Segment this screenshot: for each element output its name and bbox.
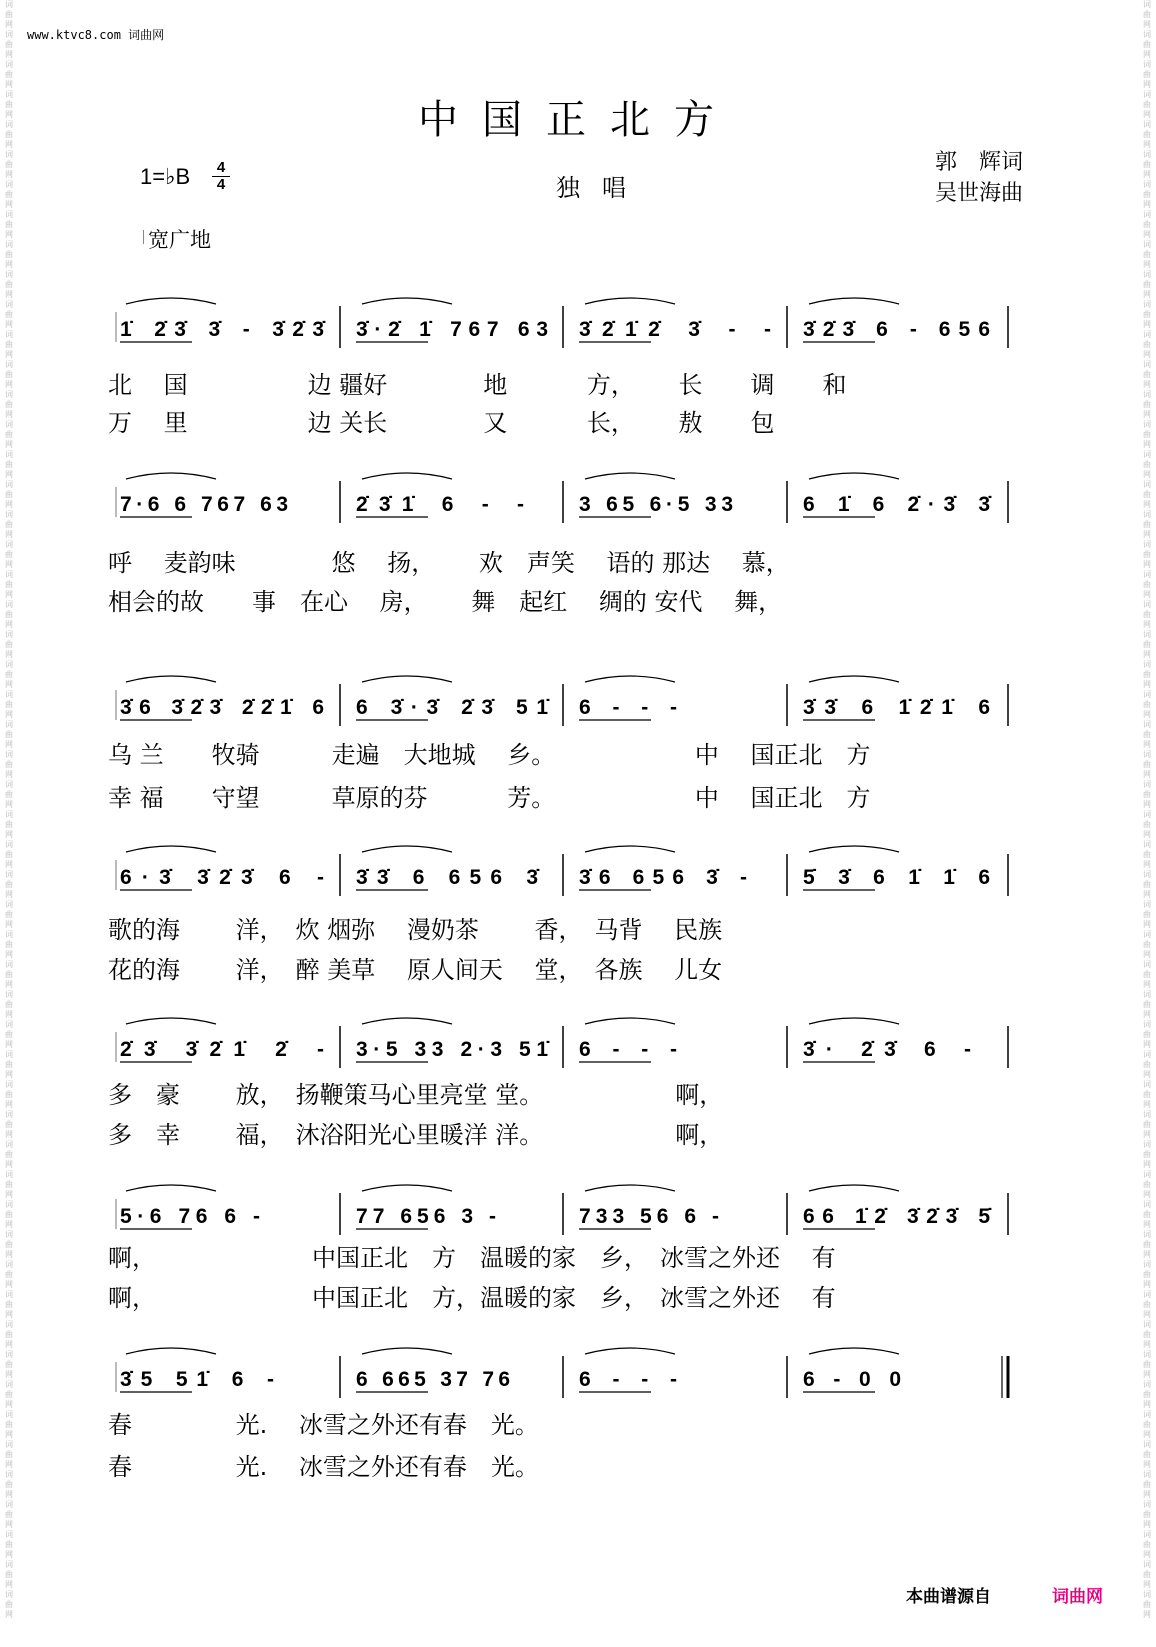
measure-notes: 3̇3̇ 6 656 3̇ (356, 866, 538, 889)
notation-staff (0, 1010, 1156, 1080)
song-title: 中国正北方 (418, 97, 738, 143)
slur-arc (362, 846, 452, 852)
lyric-verse2: 万 里 边 关长 又 长， 敖 包 (108, 409, 775, 437)
lyric-verse2: 多 幸 福， 沐浴阳光心里暖洋 洋。 啊， (108, 1121, 724, 1149)
slur-arc (585, 473, 675, 479)
measure-notes: 6 3̇·3̇ 2̇3̇ 51̇ (356, 696, 548, 719)
lyric-verse1: 呼 麦韵味 悠 扬， 欢 声笑 语的 那达 慕， (108, 549, 790, 577)
lyric-verse1: 多 豪 放， 扬鞭策马心里亮堂 堂。 啊， (108, 1081, 724, 1109)
lyric-verse2: 幸 福 守望 草原的芬 芳。 中 国正北 方 (108, 784, 871, 812)
slur-arc (809, 1018, 899, 1024)
measure-notes: 7·6 6 767 63 (120, 493, 288, 516)
measure-notes: 3̇· 2̇3̇ 6 - (803, 1038, 971, 1061)
tempo-marking: 宽广地 (148, 228, 211, 252)
measure-notes: 3̇6 3̇2̇3̇ 2̇2̇1̇ 6 (120, 696, 324, 719)
lyric-verse2: 花的海 洋， 醉 美草 原人间天 堂， 各族 儿女 (108, 956, 723, 984)
slur-arc (126, 298, 216, 304)
measure-notes: 5̇ 3̇ 6 1̇ 1̇ 6 (803, 866, 990, 889)
slur-arc (809, 473, 899, 479)
measure-notes: 5·6 76 6 - (120, 1205, 260, 1228)
notation-staff (0, 838, 1156, 908)
measure-notes: 6 1̇ 6 2̇·3̇ 3̇ (803, 493, 990, 516)
performance-type: 独唱 (556, 174, 648, 202)
slur-arc (126, 1185, 216, 1191)
measure-notes: 6 - 0 0 (803, 1368, 901, 1391)
slur-arc (585, 846, 675, 852)
lyric-verse1: 啊， 中国正北 方 温暖的家 乡， 冰雪之外还 有 (108, 1244, 836, 1272)
slur-arc (362, 1185, 452, 1191)
slur-arc (809, 298, 899, 304)
measure-notes: 3̇·2̇ 1̇ 767 63 (356, 318, 548, 341)
slur-arc (126, 1018, 216, 1024)
measure-notes: 3̇6 656 3̇ - (579, 866, 747, 889)
lyric-verse1: 春 光. 冰雪之外还有春 光。 (108, 1411, 539, 1439)
measure-notes: 6 - - - (579, 696, 677, 719)
left-watermark-strip: 词 曲 网 词 曲 网 词 曲 网 词 曲 网 词 曲 网 词 曲 网 词 曲 网 词 曲 网 词 曲 网 词 曲 网 词 曲 网 词 曲 网 词 曲 网 词 曲 网 词 曲 网 词 曲 网 词 曲 网 词 曲 网 词 曲 网 词 曲 网 词 曲 网 词 曲 网 词 曲 网 词 曲 网 词 曲 网 词 曲 网 词 曲 网 词 曲 网 词 曲 网 词 曲 网 词 曲 网 词 曲 网 词 曲 网 词 曲 网 词 曲 网 词 曲 网 词 曲 网 词 曲 网 词 曲 网 词 曲 网 词 曲 网 词 曲 网 词 曲 网 词 曲 网 词 曲 网 词 曲 网 词 曲 网 词 曲 网 词 曲 网 词 曲 网 词 曲 网 词 曲 网 词 曲 网 词 曲 网 (5, 0, 13, 1619)
slur-arc (585, 1348, 675, 1354)
measure-notes: 3̇2̇1̇2̇ 3̇ - - (579, 318, 771, 341)
source-url: www.ktvc8.com 词曲网 (27, 28, 165, 42)
measure-notes: 3̇3̇ 6 1̇2̇1̇ 6 (803, 696, 990, 719)
measure-notes: 1̇ 2̇3̇ 3̇ - 3̇2̇3̇ (120, 318, 324, 341)
lyric-verse2: 相会的故 事 在心 房， 舞 起红 绸的 安代 舞， (108, 588, 783, 616)
lyricist: 郭 辉词 (935, 150, 1024, 175)
slur-arc (362, 1018, 452, 1024)
measure-notes: 3̇5 51̇ 6 - (120, 1368, 274, 1391)
lyric-verse1: 北 国 边 疆好 地 方， 长 调 和 (108, 371, 847, 399)
slur-arc (585, 1018, 675, 1024)
composer: 吴世海曲 (935, 181, 1024, 206)
slur-arc (809, 846, 899, 852)
notation-staff (0, 465, 1156, 535)
key-signature: 1=♭B (140, 164, 191, 189)
notation-staff (0, 1177, 1156, 1247)
lyric-verse2: 啊， 中国正北 方，温暖的家 乡， 冰雪之外还 有 (108, 1284, 836, 1312)
slur-arc (585, 298, 675, 304)
footer-source-label: 本曲谱源自 (906, 1587, 991, 1607)
slur-arc (362, 473, 452, 479)
slur-arc (126, 846, 216, 852)
measure-notes: 3 65 6·5 33 (579, 493, 733, 516)
slur-arc (126, 1348, 216, 1354)
measure-notes: 77 656 3 - (356, 1205, 496, 1228)
lyric-verse1: 乌 兰 牧骑 走遍 大地城 乡。 中 国正北 方 (108, 741, 871, 769)
measure-notes: 2̇3̇1̇ 6 - - (356, 493, 524, 516)
measure-notes: 2̇3̇ 3̇2̇1̇ 2̇ - (120, 1038, 324, 1061)
slur-arc (126, 473, 216, 479)
time-signature-top: 4 (216, 159, 226, 176)
lyric-verse1: 歌的海 洋， 炊 烟弥 漫奶茶 香， 马背 民族 (108, 916, 723, 944)
measure-notes: 3·5 33 2·3 51̇ (356, 1038, 548, 1061)
measure-notes: 6·3̇ 3̇2̇3̇ 6 - (120, 866, 324, 889)
measure-notes: 6 - - - (579, 1368, 677, 1391)
notation-staff (0, 1340, 1156, 1410)
slur-arc (585, 1185, 675, 1191)
slur-arc (126, 676, 216, 682)
slur-arc (809, 676, 899, 682)
measure-notes: 6 665 37 76 (356, 1368, 510, 1391)
right-watermark-strip: 词 曲 网 词 曲 网 词 曲 网 词 曲 网 词 曲 网 词 曲 网 词 曲 网 词 曲 网 词 曲 网 词 曲 网 词 曲 网 词 曲 网 词 曲 网 词 曲 网 词 曲 网 词 曲 网 词 曲 网 词 曲 网 词 曲 网 词 曲 网 词 曲 网 词 曲 网 词 曲 网 词 曲 网 词 曲 网 词 曲 网 词 曲 网 词 曲 网 词 曲 网 词 曲 网 词 曲 网 词 曲 网 词 曲 网 词 曲 网 词 曲 网 词 曲 网 词 曲 网 词 曲 网 词 曲 网 词 曲 网 词 曲 网 词 曲 网 词 曲 网 词 曲 网 词 曲 网 词 曲 网 词 曲 网 词 曲 网 词 曲 网 词 曲 网 词 曲 网 词 曲 网 词 曲 网 词 曲 网 (1143, 0, 1151, 1619)
notation-staff (0, 668, 1156, 738)
slur-arc (585, 676, 675, 682)
slur-arc (362, 676, 452, 682)
measure-notes: 3̇2̇3̇ 6 - 656 (803, 318, 990, 341)
time-signature-bottom: 4 (212, 176, 230, 193)
slur-arc (362, 1348, 452, 1354)
slur-arc (362, 298, 452, 304)
slur-arc (809, 1348, 899, 1354)
measure-notes: 66 1̇2̇ 3̇2̇3̇ 5̇ (803, 1205, 990, 1228)
tempo-tick (143, 230, 144, 244)
lyric-verse2: 春 光. 冰雪之外还有春 光。 (108, 1453, 539, 1481)
notation-staff (0, 290, 1156, 360)
measure-notes: 733 56 6 - (579, 1205, 719, 1228)
footer-site-name: 词曲网 (1052, 1587, 1103, 1607)
measure-notes: 6 - - - (579, 1038, 677, 1061)
slur-arc (809, 1185, 899, 1191)
time-signature (212, 160, 230, 193)
